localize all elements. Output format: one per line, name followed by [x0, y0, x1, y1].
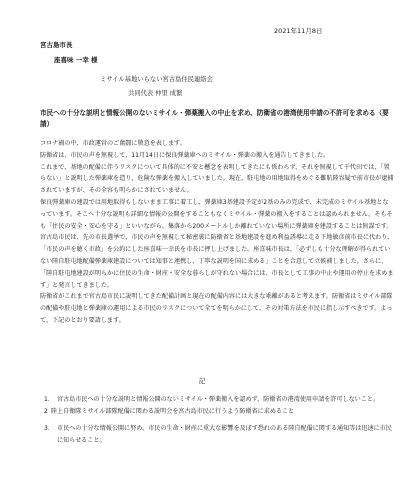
request-text: 陸上自衛隊ミサイル部隊配備に関わる説明会を宮古島市民に行うよう防衛省に求めること — [50, 408, 295, 416]
body-paragraph: コロナ禍の中、市政運営のご奮闘に敬意を表します。 — [40, 140, 186, 147]
body-paragraph: 防衛省がこれまで宮古島市民に説明してきた配備計画と現在の配備内容には大きな乖離があると考えます。防衛省はミサイル部隊の配備や駐屯地と弾薬庫の運用による市民のリスクについて全てを明らかにして、その対策方法を市民に指し示すべきです。よって、下記のとおり要請します。 — [40, 293, 393, 324]
ki-heading: 記 — [198, 377, 206, 385]
letter-title: 市民への十分な説明と情報公開のないミサイル・弾薬搬入の中止を求め、防衛省の港湾使用申請の不許可を求める（要請） — [40, 109, 389, 128]
recipient-title: 宮古島市長 — [40, 41, 73, 49]
request-number: 2 — [44, 408, 48, 416]
sender-organization: ミサイル基地いらない宮古島住民連絡会 — [100, 76, 213, 83]
request-item — [44, 406, 394, 418]
letter-date: 2021年11月8日 — [274, 27, 323, 35]
request-text: 市民への十分な情報公開に努め、市民の生命・財産に重大な影響を及ぼす恐れのある陸自配備に関する通知等は迅速に市民に知らせること。 — [56, 424, 392, 445]
body-paragraph: 防衛省は、市民の声を無視して、11月14日に保良弾薬庫へのミサイル・弾薬の搬入を通告してきました。 — [40, 151, 330, 159]
request-number: 1． — [44, 396, 54, 403]
request-item — [44, 423, 394, 448]
recipient-name: 座喜味 一幸 様 — [54, 56, 98, 64]
request-text: 宮古島市民への十分な説明と情報公開のないミサイル・弾薬搬入を認めず、防衛省の港湾使用申請を許可しないこと。 — [56, 396, 380, 403]
request-item — [44, 394, 394, 406]
sender-representative: 共同代表 仲里 成繁 — [128, 90, 183, 97]
body-paragraph: 宮古島市民は、先の市長選挙で、市民の声を無視して秘密裏に防衛省と基地建設を進め利益誘導に走る下地敏彦前市長に代わり、「市民の声を聴く市政」を公約にした座喜味一幸氏を市長に押し上げました。座喜味市長は、「必ずしも十分な理解が得られていない陸自駐屯地配備弾薬庫建設については知事と連携し、丁寧な説明を国に求める」ことを合意して立候補しました。さらに、「陸自駐屯地建設が明らかに住民の生命・財産・安全な暮らしが守れない場合には、市長として工事の中止や運用の停止を求めます」と発言してきました。 — [40, 234, 394, 289]
body-paragraph: 保良弾薬庫の建設では用地取得もしないまま工事に着工し、弾薬庫3基建設予定が2基のみの完成で、未完成のミサイル基地となっています。そこへ十分な説明も詳細な情報の公開をすることもなくミサイル・弾薬の搬入をすることは認められません。そもそも「住民の安全・安心を守る」といいながら、集落から200メートルしか離れていない場所に弾薬庫を建設することは無謀です。 — [40, 198, 393, 230]
request-list — [44, 394, 394, 448]
body-paragraph: これまで、基地の配備に伴うリスクについて具体的に不安と懸念を表明してきたにも係わらず、それを無視して千代田では、「置らない」と説明した弾薬庫を造り、危険な弾薬を搬入していました。現在、駐屯地の用地取得をめぐる難航陸容疑で前市長が逮捕されていますが、その全容も明らかにされていません。 — [40, 163, 394, 195]
request-number: 3． — [44, 424, 54, 432]
letter-body — [40, 138, 394, 327]
